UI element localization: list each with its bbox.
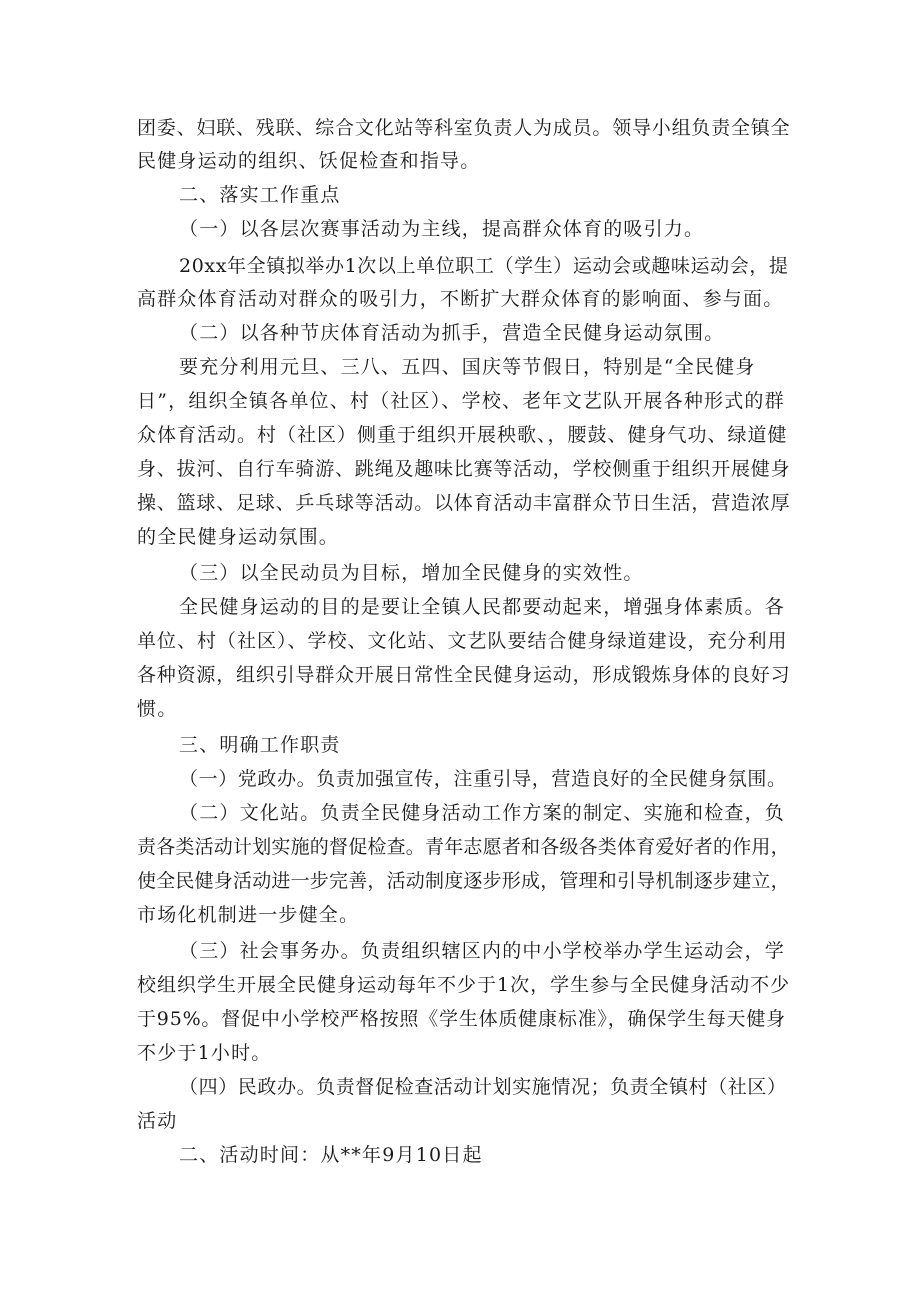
text-line: 众体育活动。村（社区）侧重于组织开展秧歌、，腰鼓、健身气功、绿道健 bbox=[137, 424, 788, 446]
text-line: 单位、村（社区）、学校、文化站、文艺队要结合健身绿道建设，充分利用 bbox=[137, 630, 788, 652]
text-line: 使全民健身活动进一步完善，活动制度逐步形成，管理和引导机制逐步建立， bbox=[137, 870, 790, 892]
text-line: 惯。 bbox=[137, 698, 178, 720]
text-line: 全民健身运动的目的是要让全镇人民都要动起来，增强身体素质。各 bbox=[179, 596, 786, 618]
text-line: 的全民健身运动氛围。 bbox=[137, 526, 340, 548]
subsection-heading: （三）以全民动员为目标，增加全民健身的实效性。 bbox=[179, 562, 644, 584]
section-heading: 二、落实工作重点 bbox=[179, 184, 341, 206]
text-line: 日”，组织全镇各单位、村（社区）、学校、老年文艺队开展各种形式的群 bbox=[137, 390, 785, 412]
text-line: 责各类活动计划实施的督促检查。青年志愿者和各级各类体育爱好者的作用， bbox=[137, 836, 790, 858]
text-line: 高群众体育活动对群众的吸引力，不断扩大群众体育的影响面、参与面。 bbox=[137, 288, 784, 310]
text-line: 身、拔河、自行车骑游、跳绳及趣味比赛等活动，学校侧重于组织开展健身 bbox=[137, 458, 791, 480]
text-line: 不少于1小时。 bbox=[137, 1042, 272, 1064]
text-line: 校组织学生开展全民健身运动每年不少于1次，学生参与全民健身活动不少 bbox=[137, 974, 791, 996]
subsection-heading: （三）社会事务办。负责组织辖区内的中小学校举办学生运动会，学 bbox=[179, 940, 786, 962]
text-line: 操、篮球、足球、乒乓球等活动。以体育活动丰富群众节日生活，营造浓厚 bbox=[137, 492, 791, 514]
text-line: 民健身运动的组织、饫促检查和指导。 bbox=[137, 150, 481, 172]
text-line: 市场化机制进一步健全。 bbox=[137, 904, 360, 926]
subsection-heading: （二）以各种节庆体育活动为抓手，营造全民健身运动氛围。 bbox=[179, 322, 725, 344]
text-line: 活动 bbox=[137, 1110, 178, 1132]
text-line: 于95%。督促中小学校严格按照《学生体质健康标准》，确保学生每天健身 bbox=[137, 1008, 786, 1030]
text-line: 团委、妇联、残联、综合文化站等科室负责人为成员。领导小组负责全镇全 bbox=[137, 117, 791, 139]
subsection-heading: （一）以各层次赛事活动为主线，提高群众体育的吸引力。 bbox=[179, 218, 705, 240]
subsection-heading: （四）民政办。负责督促检查活动计划实施情况；负责全镇村（社区） bbox=[179, 1076, 787, 1098]
text-line: 各种资源，组织引导群众开展日常性全民健身运动，形成锻炼身体的良好习 bbox=[137, 664, 791, 686]
text-line: 要充分利用元旦、三八、五四、国庆等节假日，特别是“全民健身 bbox=[179, 356, 756, 378]
section-heading: 三、明确工作职责 bbox=[179, 734, 341, 756]
section-heading: 二、活动时间：从**年9月10日起 bbox=[179, 1144, 483, 1166]
subsection-heading: （二）文化站。负责全民健身活动工作方案的制定、实施和检查，负 bbox=[179, 802, 786, 824]
text-line: 20xx年全镇拟举办1次以上单位职工（学生）运动会或趣味运动会，提 bbox=[179, 255, 789, 277]
subsection-heading: （一）党政办。负责加强宣传，注重引导，营造良好的全民健身氛围。 bbox=[179, 768, 787, 790]
